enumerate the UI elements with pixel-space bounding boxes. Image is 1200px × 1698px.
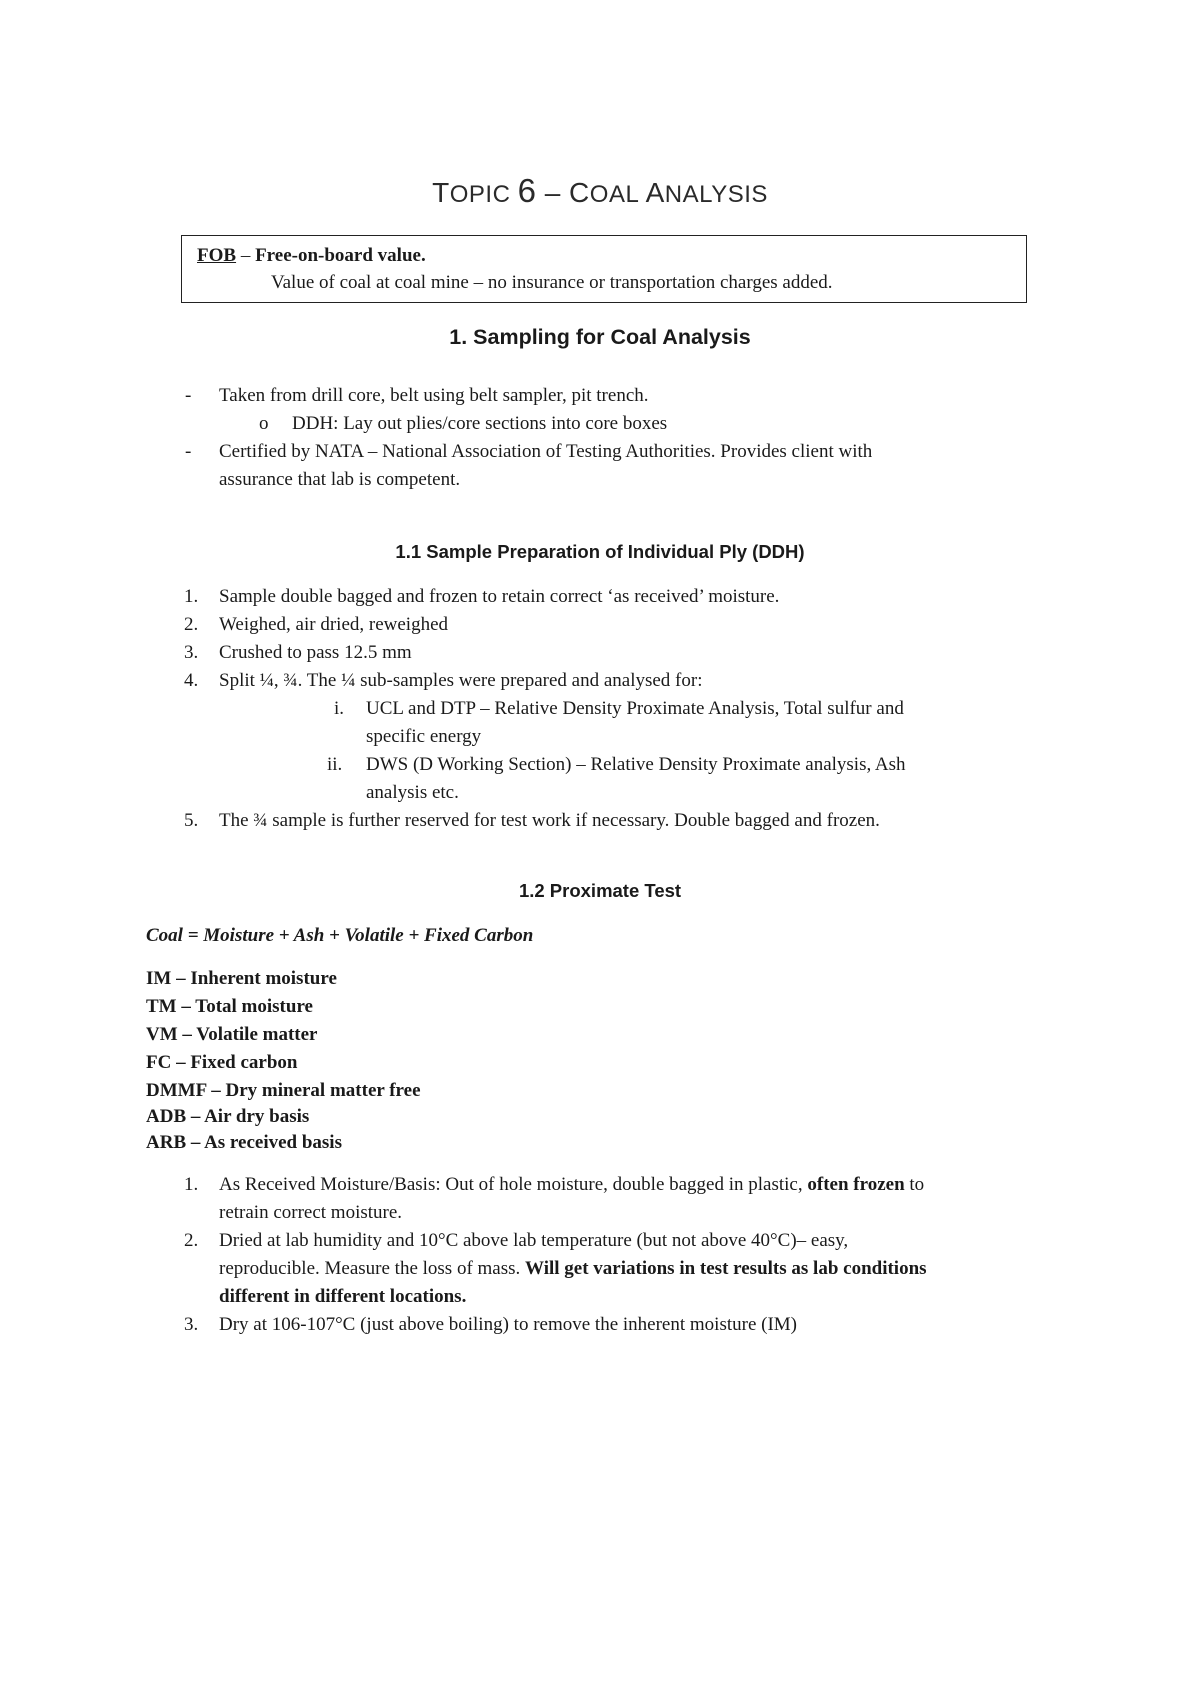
sub-list-item-continued: analysis etc. bbox=[366, 782, 459, 803]
list-marker: 1. bbox=[184, 1174, 199, 1195]
fob-heading: FOB – Free-on-board value. bbox=[197, 245, 426, 266]
sub-list-marker: i. bbox=[334, 698, 345, 719]
term-definition: FC – Fixed carbon bbox=[146, 1052, 298, 1073]
list-item: As Received Moisture/Basis: Out of hole moisture, double bagged in plastic, often frozen to bbox=[219, 1174, 925, 1195]
sub-list-item-continued: specific energy bbox=[366, 726, 482, 747]
fob-description: Value of coal at coal mine – no insurance or transportation charges added. bbox=[271, 272, 833, 293]
list-marker: 1. bbox=[184, 586, 199, 607]
list-marker: 2. bbox=[184, 1230, 199, 1251]
list-marker: 4. bbox=[184, 670, 199, 691]
list-item-continued: reproducible. Measure the loss of mass. Will get variations in test results as lab conditions bbox=[219, 1258, 927, 1279]
term-definition: TM – Total moisture bbox=[146, 996, 313, 1017]
bullet-text: Certified by NATA – National Association of Testing Authorities. Provides client with bbox=[219, 441, 873, 462]
section-heading-sampling: 1. Sampling for Coal Analysis bbox=[449, 325, 751, 349]
term-definition: IM – Inherent moisture bbox=[146, 968, 337, 989]
list-item-continued: different in different locations. bbox=[219, 1286, 467, 1307]
list-item: Dry at 106-107°C (just above boiling) to remove the inherent moisture (IM) bbox=[219, 1314, 797, 1335]
term-definition: VM – Volatile matter bbox=[146, 1024, 318, 1045]
list-item: The ¾ sample is further reserved for test work if necessary. Double bagged and frozen. bbox=[219, 810, 880, 831]
sub-bullet-text: DDH: Lay out plies/core sections into core boxes bbox=[292, 413, 668, 434]
sub-bullet-marker: o bbox=[259, 413, 269, 434]
list-item: Split ¼, ¾. The ¼ sub-samples were prepared and analysed for: bbox=[219, 670, 703, 691]
list-item: Crushed to pass 12.5 mm bbox=[219, 642, 412, 663]
list-marker: 2. bbox=[184, 614, 199, 635]
term-definition: ADB – Air dry basis bbox=[146, 1106, 310, 1127]
section-heading-sample-preparation: 1.1 Sample Preparation of Individual Ply (DDH) bbox=[395, 541, 805, 562]
term-definition: ARB – As received basis bbox=[146, 1132, 342, 1153]
bullet-text-continued: assurance that lab is competent. bbox=[219, 469, 461, 490]
page-title: TOPIC 6 – COAL ANALYSIS bbox=[432, 172, 768, 209]
list-item-continued: retrain correct moisture. bbox=[219, 1202, 403, 1223]
bullet-text: Taken from drill core, belt using belt sampler, pit trench. bbox=[219, 385, 649, 406]
list-marker: 3. bbox=[184, 642, 199, 663]
bullet-marker: - bbox=[185, 441, 192, 462]
sub-list-item: UCL and DTP – Relative Density Proximate Analysis, Total sulfur and bbox=[366, 698, 904, 719]
bullet-marker: - bbox=[185, 385, 192, 406]
sub-list-marker: ii. bbox=[327, 754, 343, 775]
list-item: Dried at lab humidity and 10°C above lab temperature (but not above 40°C)– easy, bbox=[219, 1230, 849, 1251]
list-item: Sample double bagged and frozen to retain correct ‘as received’ moisture. bbox=[219, 586, 780, 607]
term-definition: DMMF – Dry mineral matter free bbox=[146, 1080, 421, 1101]
section-heading-proximate-test: 1.2 Proximate Test bbox=[518, 880, 682, 901]
coal-equation: Coal = Moisture + Ash + Volatile + Fixed Carbon bbox=[146, 925, 534, 946]
list-marker: 5. bbox=[184, 810, 199, 831]
sub-list-item: DWS (D Working Section) – Relative Density Proximate analysis, Ash bbox=[366, 754, 906, 775]
list-marker: 3. bbox=[184, 1314, 199, 1335]
list-item: Weighed, air dried, reweighed bbox=[219, 614, 449, 635]
